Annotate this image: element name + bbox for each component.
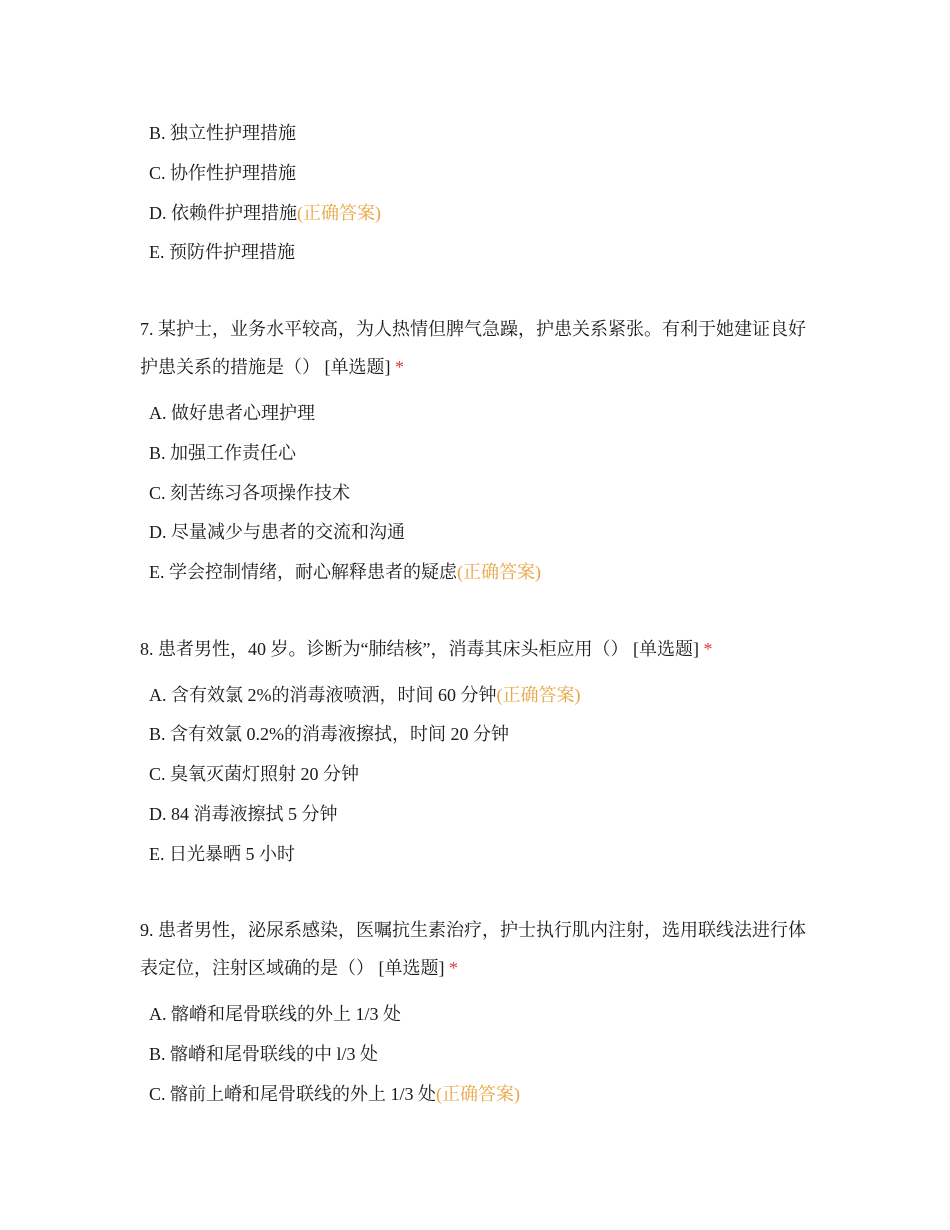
question-7-option-d bbox=[149, 520, 405, 544]
question-9-option-b bbox=[149, 1042, 378, 1066]
option-text: C. 髂前上嵴和尾骨联线的外上 1/3 处 bbox=[149, 1084, 437, 1104]
question-8-option-d bbox=[149, 802, 338, 826]
question-6-option-d bbox=[149, 201, 381, 225]
question-6-option-c bbox=[149, 161, 296, 185]
question-8-option-b bbox=[149, 722, 509, 746]
question-7-text bbox=[140, 310, 820, 386]
question-8-option-c bbox=[149, 762, 359, 786]
question-9-text bbox=[140, 911, 820, 987]
question-8-option-a bbox=[149, 683, 581, 707]
option-text: E. 学会控制情绪，耐心解释患者的疑虑 bbox=[149, 562, 457, 582]
question-text: 9. 患者男性，泌尿系感染，医嘱抗生素治疗，护士执行肌内注射，选用联线法进行体表定位，注射区域确的是（） [单选题] bbox=[140, 920, 806, 978]
required-mark: * bbox=[449, 958, 458, 978]
correct-answer-label: (正确答案) bbox=[496, 685, 581, 705]
question-8-text bbox=[140, 630, 820, 668]
question-text: 8. 患者男性，40 岁。诊断为“肺结核”，消毒其床头柜应用（） [单选题] bbox=[140, 639, 699, 659]
question-6-option-b bbox=[149, 121, 296, 145]
correct-answer-label: (正确答案) bbox=[297, 203, 381, 223]
required-mark: * bbox=[703, 639, 713, 659]
option-text: B. 含有效氯 0.2%的消毒液擦拭，时间 20 分钟 bbox=[149, 724, 509, 744]
required-mark: * bbox=[395, 357, 404, 377]
question-7-option-a bbox=[149, 401, 315, 425]
correct-answer-label: (正确答案) bbox=[436, 1084, 521, 1104]
question-8-option-e bbox=[149, 842, 295, 866]
question-text: 7. 某护士，业务水平较高，为人热情但脾气急躁，护患关系紧张。有利于她建证良好护患关系的措施是（） [单选题] bbox=[140, 319, 806, 377]
question-7-option-c bbox=[149, 481, 350, 505]
question-7-option-b bbox=[149, 441, 296, 465]
option-text: E. 日光暴晒 5 小时 bbox=[149, 844, 295, 864]
option-text: D. 尽量减少与患者的交流和沟通 bbox=[149, 522, 405, 542]
question-6-option-e bbox=[149, 240, 295, 264]
option-text: B. 独立性护理措施 bbox=[149, 123, 297, 143]
option-text: A. 做好患者心理护理 bbox=[149, 403, 315, 423]
question-9-option-a bbox=[149, 1002, 401, 1026]
question-7-option-e bbox=[149, 560, 541, 584]
option-text: A. 含有效氯 2%的消毒液喷洒，时间 60 分钟 bbox=[149, 685, 497, 705]
option-text: C. 臭氧灭菌灯照射 20 分钟 bbox=[149, 764, 360, 784]
option-text: B. 髂嵴和尾骨联线的中 l/3 处 bbox=[149, 1044, 379, 1064]
option-text: C. 刻苦练习各项操作技术 bbox=[149, 483, 351, 503]
option-text: B. 加强工作责任心 bbox=[149, 443, 297, 463]
option-text: C. 协作性护理措施 bbox=[149, 163, 297, 183]
question-9-option-c bbox=[149, 1082, 520, 1106]
option-text: A. 髂嵴和尾骨联线的外上 1/3 处 bbox=[149, 1004, 401, 1024]
option-text: E. 预防件护理措施 bbox=[149, 242, 295, 262]
option-text: D. 84 消毒液擦拭 5 分钟 bbox=[149, 804, 338, 824]
correct-answer-label: (正确答案) bbox=[457, 562, 541, 582]
option-text: D. 依赖件护理措施 bbox=[149, 203, 297, 223]
